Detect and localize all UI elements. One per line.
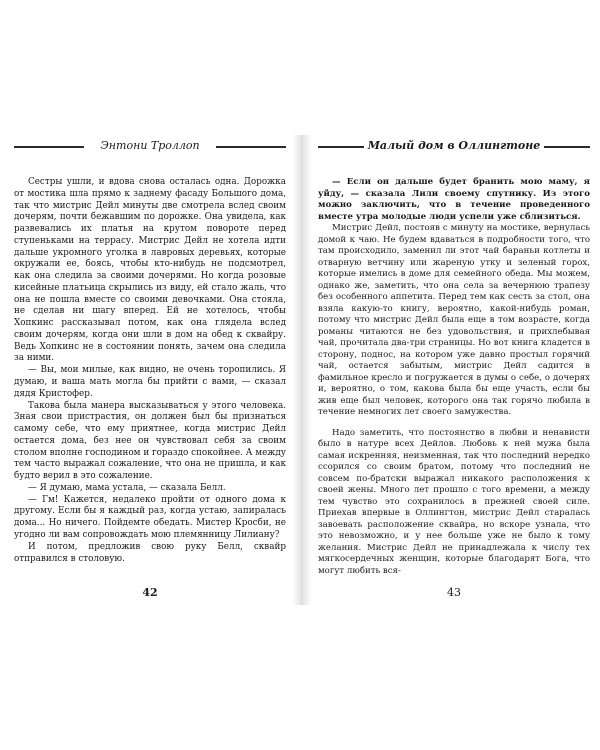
paragraph: Сестры ушли, и вдова снова осталась одна. Дорожка от мостика шла прямо к заднему фасаду Большого дома, так что мистрис Дейл минуты две смотрела вслед своим дочерям, почти бежавшим по дорожке. Она увидела, как развевались их платья на крутом повороте перед ступеньками на террасу. Мистрис Дейл не хотела идти дальше укромного уголка в лавровых деревьях, которые окружали ее, боясь, чтобы кто-нибудь не подсмотрел, как она следила за своими дочерями. Но когда розовые кисейные платьица скрылись из виду, ей стало жаль, что она не пошла вместе со своими девочками. Она стояла, не сделав ни шагу вперед. Ей не хотелось, чтобы Хопкинс рассказывал потом, как она глядела вслед своим дочерям, когда они шли в дом на обед к сквайру. Ведь Хопкинс не в состоянии понять, зачем она следила за ними.	[14, 177, 286, 364]
right-page-header	[318, 135, 590, 159]
paragraph: Мистрис Дейл, постояв с минуту на мостике, вернулась домой к чаю. Не будем вдаваться в подробности того, что там происходило, заменил ли этот чай бараньи котлеты и отварную ветчину или жареную утку и зеленый горох, которые имелись в доме для семейного обеда. Мы можем, однако же, заметить, что она села за вечернюю трапезу без особенного аппетита. Перед тем как сесть за стол, она взяла какую-то книгу, вероятно, какой-нибудь роман, потому что мистрис Дейл была еще в том возрасте, когда романы читаются не без удовольствия, и прихлебывая чай, прочитала два-три страницы. Но вот книга кладется в сторону, поднос, на котором уже давно простыл горячий чай, остается забытым, мистрис Дейл садится в фамильное кресло и погружается в думы о себе, о дочерях и, вероятно, о том, какова была бы еще участь, если бы жив еще был человек, которого она так горячо любила в течение немногих лет своего замужества.	[318, 223, 590, 417]
paragraph: — Я думаю, мама устала, — сказала Белл.	[28, 482, 226, 493]
book-spread	[0, 135, 600, 605]
paragraph: Такова была манера высказываться у этого человека. Зная свои пристрастия, он должен был бы признаться самому себе, что ему приятнее, когда мистрис Дейл остается дома, без нее он чувствовал себя за своим столом вполне господином и гораздо спокойнее. А между тем часто выражал сожаление, что она не пришла, и как будто верил в это сожаление.	[14, 400, 286, 482]
left-page	[14, 135, 286, 605]
right-page-text	[318, 177, 590, 577]
paragraph: Надо заметить, что постоянство в любви и ненависти было в натуре всех Дейлов. Любовь к ней мужа была самая искренняя, неизменная, так что последний нередко ссорился со своим братом, потому что последний не совсем по-братски выражал никакого расположения к своей жены. Много лет прошло с того времени, а между тем чувство это сохранилось в прежней своей силе. Приехав впервые в Оллингтон, мистрис Дейл старалась завоевать расположение сквайра, но вскоре узнала, что это невозможно, и у нее больше уже не было к тому желания. Мистрис Дейл не принадлежала к числу тех мягкосердечных женщин, которые благодарят Бога, что могут любить вся-	[318, 427, 590, 576]
right-page-number: 43	[447, 586, 461, 599]
paragraph: — Вы, мои милые, как видно, не очень торопились. Я думаю, и ваша мать могла бы прийти с вами, — сказал дядя Кристофер.	[14, 365, 286, 399]
right-header-title: Малый дом в Оллингтоне	[318, 139, 590, 153]
paragraph: И потом, предложив свою руку Белл, сквайр отправился в столовую.	[14, 541, 286, 564]
left-header-title: Энтони Троллоп	[14, 139, 286, 153]
paragraph: — Если он дальше будет бранить мою маму, я уйду, — сказала Лили своему спутнику. Из этого можно заключить, что в течение проведенного вместе утра молодые люди успели уже сблизиться.	[318, 177, 590, 222]
paragraph: — Гм! Кажется, недалеко пройти от одного дома к другому. Если бы я каждый раз, когда устаю, запиралась дома... Но ничего. Пойдемте обедать. Мистер Кросби, не угодно ли вам сопровождать мою племянницу Лилиану?	[14, 494, 286, 540]
left-page-text	[14, 177, 286, 565]
right-page	[318, 135, 590, 605]
left-page-number: 42	[142, 586, 158, 599]
book-gutter	[292, 135, 312, 605]
left-page-header	[14, 135, 286, 159]
